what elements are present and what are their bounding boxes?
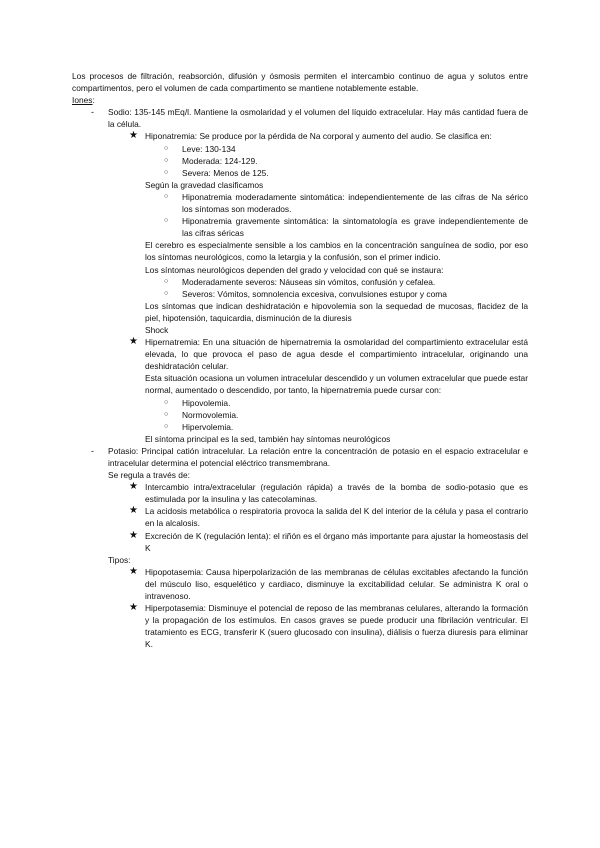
volemia-item <box>72 409 528 421</box>
dash-bullet: - <box>91 445 94 456</box>
circle-bullet-icon: ○ <box>164 289 169 297</box>
type-hipopotasemia: Hipopotasemia: Causa hiperpolarización de las membranas de células excitables afectando la función del músculo liso, esquelético y cardiaco, disminuye la excitabilidad celular. Se administra K oral o intravenoso. <box>145 566 528 602</box>
star-bullet-icon: ★ <box>129 336 138 348</box>
iones-heading: Iones <box>72 95 93 106</box>
circle-bullet-icon: ○ <box>164 398 169 406</box>
grade-item <box>72 143 528 155</box>
neuro-item <box>72 276 528 288</box>
volemia-item <box>72 397 528 409</box>
sodio-item <box>72 106 528 130</box>
type-hiperpotasemia: Hiperpotasemia: Disminuye el potencial de reposo de las membranas celulares, alterando la formación y la propagación de los estímulos. En casos graves se puede producir una fibrilación ventricular. El tratamiento es ECG, transferir K (suero glucosado con insulina), diálisis o fuerza diuresis para eliminar K. <box>145 603 528 650</box>
grade-moderada: Moderada: 124-129. <box>182 155 258 166</box>
hiponatremia-item <box>72 130 528 142</box>
regulation-item <box>72 505 528 529</box>
situation-paragraph: Esta situación ocasiona un volumen intracelular descendido y un volumen extracelular que puede estar normal, aumentado o descendido, por tanto, la hipernatremia puede cursar con: <box>145 373 528 396</box>
document-page <box>72 70 528 651</box>
severity-item <box>72 191 528 215</box>
circle-bullet-icon: ○ <box>164 217 169 225</box>
regulation-excretion: Excreción de K (regulación lenta): el riñón es el órgano más importante para ajustar la homeostasis del K <box>145 530 528 553</box>
dehydration-paragraph: Los síntomas que indican deshidratación e hipovolemia son la sequedad de mucosas, flacidez de la piel, hipotensión, taquicardia, disminución de la diuresis <box>145 300 528 323</box>
severity-item <box>72 215 528 239</box>
star-bullet-icon: ★ <box>129 130 138 142</box>
circle-bullet-icon: ○ <box>164 144 169 152</box>
volemia-normo: Normovolemia. <box>182 409 239 420</box>
volemia-hipo: Hipovolemia. <box>182 397 231 408</box>
main-symptom-line: El síntoma principal es la sed, también hay síntomas neurológicos <box>145 433 391 444</box>
type-item <box>72 566 528 602</box>
potasio-text: Potasio: Principal catión intracelular. La relación entre la concentración de potasio en el espacio extracelular e intracelular determina el potencial eléctrico transmembrana. <box>108 445 528 468</box>
grade-leve: Leve: 130-134 <box>182 143 236 154</box>
regulation-item <box>72 530 528 554</box>
types-heading: Tipos: <box>108 554 131 565</box>
shock-line: Shock <box>145 324 169 335</box>
volemia-hiper: Hipervolemia. <box>182 421 234 432</box>
grade-severa: Severa: Menos de 125. <box>182 167 269 178</box>
star-bullet-icon: ★ <box>129 565 138 577</box>
circle-bullet-icon: ○ <box>164 192 169 200</box>
neuro-moderate: Moderadamente severos: Náuseas sin vómitos, confusión y cefalea. <box>182 276 436 287</box>
grade-item <box>72 155 528 167</box>
circle-bullet-icon: ○ <box>164 277 169 285</box>
severity-heading: Según la gravedad clasificamos <box>145 179 264 190</box>
circle-bullet-icon: ○ <box>164 156 169 164</box>
potasio-item <box>72 445 528 469</box>
circle-bullet-icon: ○ <box>164 422 169 430</box>
severity-severe: Hiponatremia gravemente sintomática: la sintomatología es grave independientemente de las cifras séricas <box>182 216 528 239</box>
dash-bullet: - <box>91 107 94 118</box>
neuro-severe: Severos: Vómitos, somnolencia excesiva, convulsiones estupor y coma <box>182 288 447 299</box>
neuro-heading: Los síntomas neurológicos dependen del grado y velocidad con qué se instaura: <box>145 264 444 275</box>
regulation-exchange: Intercambio intra/extracelular (regulación rápida) a través de la bomba de sodio-potasio que es estimulada por la insulina y las catecolaminas. <box>145 482 528 505</box>
iones-heading-line <box>72 94 528 106</box>
regulation-item <box>72 481 528 505</box>
severity-moderate: Hiponatremia moderadamente sintomática: independientemente de las cifras de Na sérico los síntomas son moderados. <box>182 191 528 215</box>
iones-heading-colon: : <box>92 95 95 106</box>
circle-bullet-icon: ○ <box>164 168 169 176</box>
brain-paragraph: El cerebro es especialmente sensible a los cambios en la concentración sanguínea de sodio, por eso los síntomas neurológicos, como la letargia y la confusión, son el primer indicio. <box>145 240 528 263</box>
star-bullet-icon: ★ <box>129 481 138 493</box>
sodio-text: Sodio: 135-145 mEq/l. Mantiene la osmolaridad y el volumen del líquido extracelular. Hay más cantidad fuera de la célula. <box>108 107 528 130</box>
hipernatremia-text: Hipernatremia: En una situación de hipernatremia la osmolaridad del compartimiento extracelular está elevada, lo que provoca el paso de agua desde el compartimiento intracelular, originando una deshidratación celular. <box>145 337 528 372</box>
star-bullet-icon: ★ <box>129 602 138 614</box>
intro-paragraph: Los procesos de filtración, reabsorción, difusión y ósmosis permiten el intercambio continuo de agua y solutos entre compartimentos, pero el volumen de cada compartimento se mantiene notablemente estable. <box>72 71 528 94</box>
grade-item <box>72 167 528 179</box>
star-bullet-icon: ★ <box>129 529 138 541</box>
regulation-heading: Se regula a través de: <box>108 470 190 481</box>
neuro-item <box>72 288 528 300</box>
circle-bullet-icon: ○ <box>164 410 169 418</box>
volemia-item <box>72 421 528 433</box>
star-bullet-icon: ★ <box>129 505 138 517</box>
hipernatremia-item <box>72 336 528 372</box>
type-item <box>72 602 528 650</box>
regulation-acidosis: La acidosis metabólica o respiratoria provoca la salida del K del interior de la célula y pasa el contrario en la alcalosis. <box>145 506 528 529</box>
hiponatremia-text: Hiponatremia: Se produce por la pérdida de Na corporal y aumento del audio. Se clasifica en: <box>145 131 492 142</box>
